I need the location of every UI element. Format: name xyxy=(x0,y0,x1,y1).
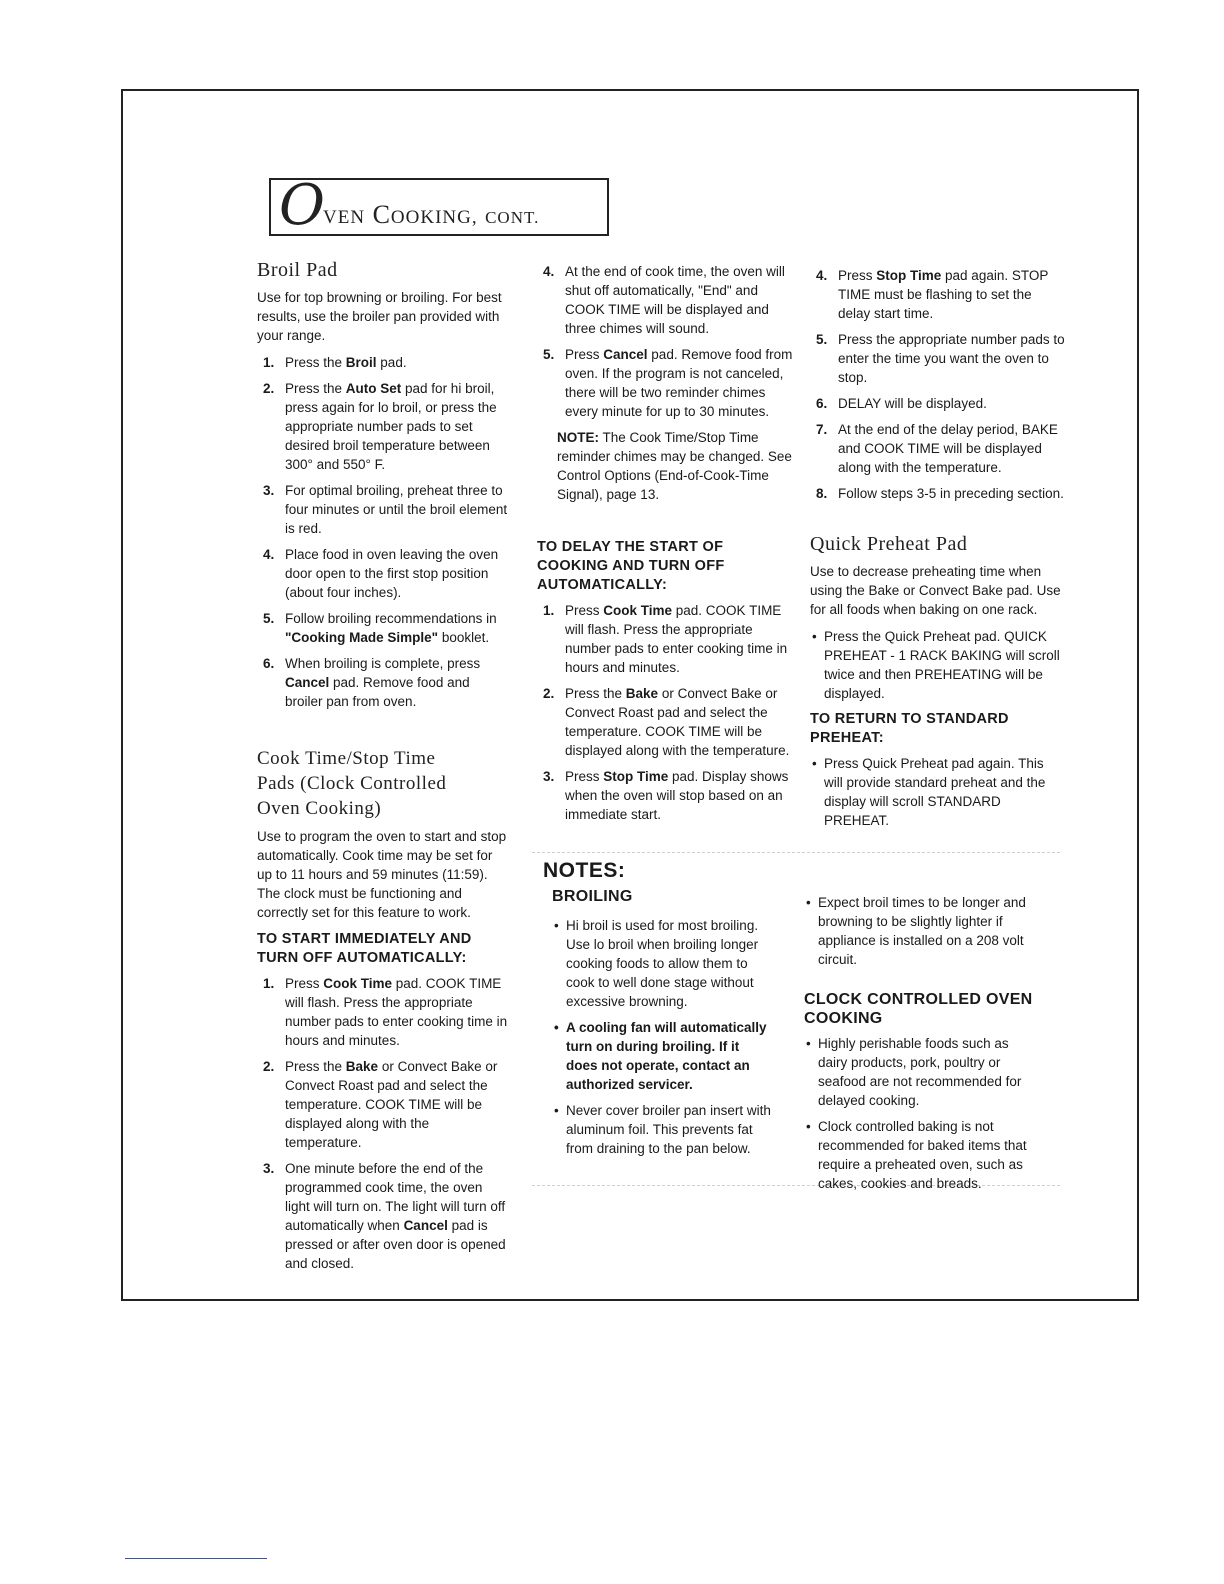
list-item: 2. Press the Bake or Convect Bake or Convect Roast pad and select the temperature. COOK TIME will be displayed along with the temperature. xyxy=(543,686,790,758)
broiling-notes-heading: BROILING xyxy=(552,888,633,905)
start-immediately-heading: TO START IMMEDIATELY AND TURN OFF AUTOMATICALLY: xyxy=(257,931,472,966)
list-item: 1. Press Cook Time pad. COOK TIME will flash. Press the appropriate number pads to enter cooking time in hours and minutes. xyxy=(263,976,508,1048)
list-item: • Press Quick Preheat pad again. This will provide standard preheat and the display will scroll STANDARD PREHEAT. xyxy=(810,754,1066,830)
broil-pad-heading: Broil Pad xyxy=(257,259,338,281)
list-item: 3. For optimal broiling, preheat three to four minutes or until the broil element is red. xyxy=(263,483,508,536)
list-item: 8. Follow steps 3-5 in preceding section. xyxy=(816,486,1064,501)
list-item: 4. Press Stop Time pad again. STOP TIME must be flashing to set the delay start time. xyxy=(816,268,1049,321)
title-word2-initial: C xyxy=(372,200,391,229)
quick-preheat-intro: Use to decrease preheating time when using the Bake or Convect Bake pad. Use for all foods when baking on one rack. xyxy=(810,564,1061,617)
list-item: 5. Follow broiling recommendations in "Cooking Made Simple" booklet. xyxy=(263,611,497,645)
clock-notes-heading: CLOCK CONTROLLED OVEN COOKING xyxy=(804,991,1033,1027)
list-item: 2. Press the Bake or Convect Bake or Convect Roast pad and select the temperature. COOK TIME will be displayed along with the temperature. xyxy=(263,1059,498,1150)
list-item: 6. DELAY will be displayed. xyxy=(816,396,987,411)
notes-column-1 xyxy=(552,887,774,1165)
title-suffix: CONT. xyxy=(485,208,540,227)
notes-column-2 xyxy=(804,893,1040,1200)
column-1 xyxy=(257,258,509,1280)
column-3 xyxy=(810,266,1066,837)
list-item: • Hi broil is used for most broiling. Use lo broil when broiling longer cooking foods to allow them to cook to well done stage without excessive browning. xyxy=(552,916,774,1011)
return-standard-heading: TO RETURN TO STANDARD PREHEAT: xyxy=(810,711,1009,746)
broil-intro: Use for top browning or broiling. For best results, use the broiler pan provided with your range. xyxy=(257,290,502,343)
cook-time-intro: Use to program the oven to start and stop automatically. Cook time may be set for up to 11 hours and 59 minutes (11:59). The clock must be functioning and correctly set for this feature to work. xyxy=(257,829,507,920)
list-item: 7. At the end of the delay period, BAKE and COOK TIME will be displayed along with the temperature. xyxy=(816,422,1058,475)
list-item: 2. Press the Auto Set pad for hi broil, press again for lo broil, or press the appropriate number pads to set desired broil temperature between 300° and 550° F. xyxy=(263,381,497,472)
list-item: 5. Press Cancel pad. Remove food from oven. If the program is not canceled, there will be two reminder chimes every minute for up to 30 minutes. xyxy=(543,347,793,419)
list-item: 3. Press Stop Time pad. Display shows when the oven will stop based on an immediate start. xyxy=(543,769,789,822)
list-item: 6. When broiling is complete, press Cancel pad. Remove food and broiler pan from oven. xyxy=(263,656,481,709)
title-initial: O xyxy=(279,173,325,238)
list-item: 1. Press Cook Time pad. COOK TIME will flash. Press the appropriate number pads to enter cooking time in hours and minutes. xyxy=(543,603,788,675)
list-item: 4. Place food in oven leaving the oven door open to the first stop position (about four inches). xyxy=(263,547,499,600)
list-item: 5. Press the appropriate number pads to enter the time you want the oven to stop. xyxy=(816,332,1065,385)
delay-start-heading: TO DELAY THE START OF COOKING AND TURN OFF AUTOMATICALLY: xyxy=(537,539,725,593)
delay-steps xyxy=(537,601,793,824)
cook-time-heading: Cook Time/Stop Time Pads (Clock Controlled Oven Cooking) xyxy=(257,748,447,819)
page-title xyxy=(269,173,609,238)
list-item: • Expect broil times to be longer and browning to be slightly lighter if appliance is installed on a 208 volt circuit. xyxy=(804,893,1040,969)
list-item: • Never cover broiler pan insert with aluminum foil. This prevents fat from draining to the pan below. xyxy=(552,1101,774,1158)
list-item: • Press the Quick Preheat pad. QUICK PREHEAT - 1 RACK BAKING will scroll twice and then PREHEATING will be displayed. xyxy=(810,627,1066,703)
delay-steps-cont xyxy=(810,266,1066,503)
list-item: 4. At the end of cook time, the oven will shut off automatically, "End" and COOK TIME will be displayed and three chimes will sound. xyxy=(543,264,785,336)
list-item: 3. One minute before the end of the programmed cook time, the oven light will turn on. The light will turn off automatically when Cancel pad is pressed or after oven door is opened and closed. xyxy=(263,1161,506,1271)
cook-time-steps xyxy=(257,974,509,1273)
title-word1: VEN xyxy=(323,207,366,228)
cook-time-steps-cont xyxy=(537,262,793,421)
list-item: • A cooling fan will automatically turn on during broiling. If it does not operate, contact an authorized servicer. xyxy=(552,1018,774,1094)
broil-steps xyxy=(257,353,509,711)
list-item: • Clock controlled baking is not recommended for baked items that require a preheated oven, such as cakes, cookies and breads. xyxy=(804,1117,1040,1193)
footer-rule xyxy=(125,1558,267,1559)
notes-title: NOTES: xyxy=(543,859,626,882)
title-word2-rest: OOKING, xyxy=(390,207,478,228)
column-2 xyxy=(537,262,793,831)
list-item: • Highly perishable foods such as dairy products, pork, poultry or seafood are not recommended for delayed cooking. xyxy=(804,1034,1040,1110)
chime-note: NOTE: The Cook Time/Stop Time reminder chimes may be changed. See Control Options (End-of-Cook-Time Signal), page 13. xyxy=(557,430,792,502)
quick-preheat-heading: Quick Preheat Pad xyxy=(810,533,968,555)
list-item: 1. Press the Broil pad. xyxy=(263,355,407,370)
